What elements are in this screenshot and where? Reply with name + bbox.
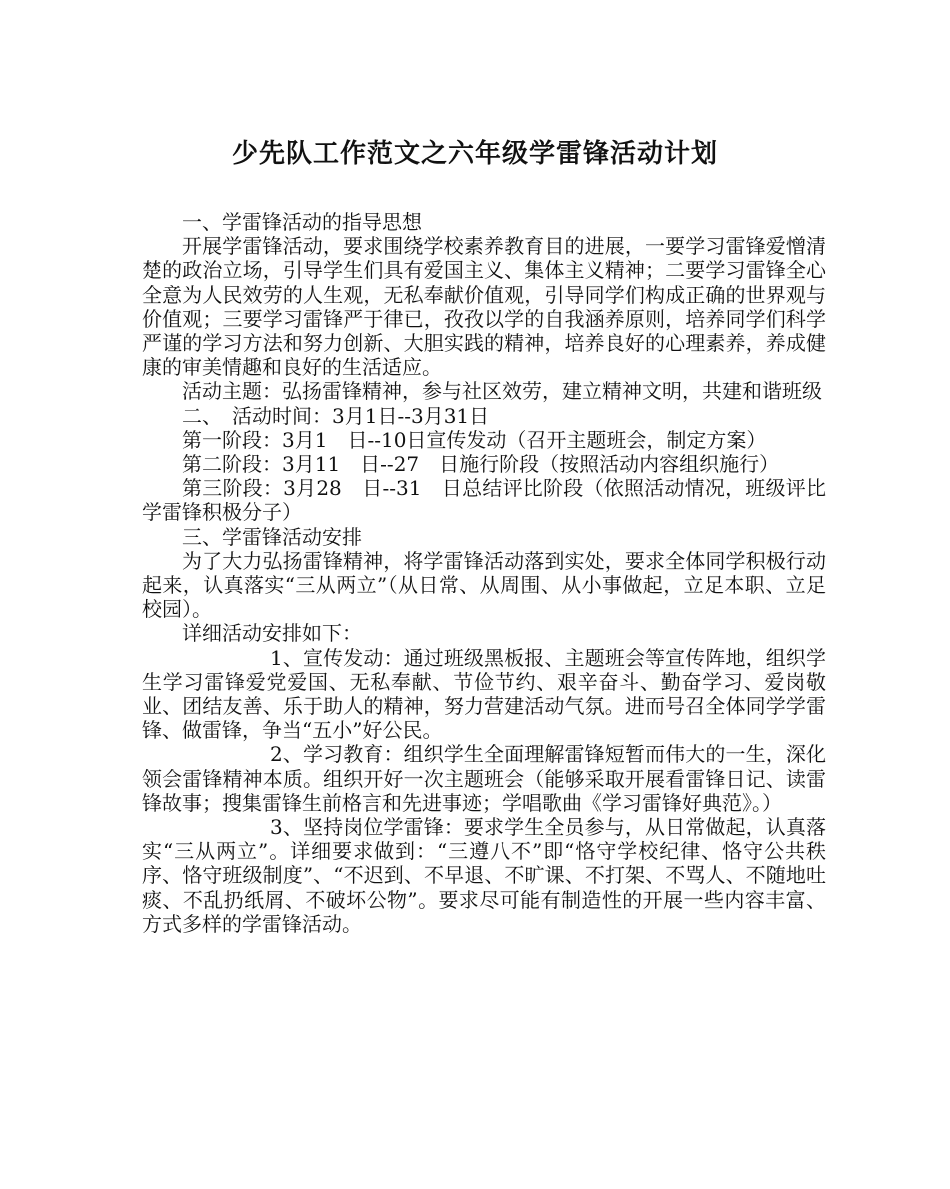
paragraph-item-study: 2、学习教育：组织学生全面理解雷锋短暂而伟大的一生，深化领会雷锋精神本质。组织开好一次主题班会（能够采取开展看雷锋日记、读雷锋故事；搜集雷锋生前格言和先进事迹；学唱歌曲《学习雷锋好典范》。） xyxy=(142,742,826,815)
paragraph-detail-intro: 详细活动安排如下： xyxy=(182,621,362,646)
paragraph-item-post: 3、坚持岗位学雷锋：要求学生全员参与，从日常做起，认真落实“三从两立”。详细要求做到：“三遵八不”即“恪守学校纪律、恪守公共秩序、恪守班级制度”、“不迟到、不早退、不旷课、不打架、不骂人、不随地吐痰、不乱扔纸屑、不破坏公物”。要求尽可能有制造性的开展一些内容丰富、方式多样的学雷锋活动。 xyxy=(142,815,826,936)
paragraph-stage-three: 第三阶段：3月28 日--31 日总结评比阶段（依照活动情况，班级评比学雷锋积极分子） xyxy=(142,476,826,525)
paragraph-guiding-thought: 开展学雷锋活动，要求围绕学校素养教育目的进展，一要学习雷锋爱憎清楚的政治立场，引导学生们具有爱国主义、集体主义精神；二要学习雷锋全心全意为人民效劳的人生观，无私奉献价值观，引导同学们构成正确的世界观与价值观；三要学习雷锋严于律已，孜孜以学的自我涵养原则，培养同学们科学严谨的学习方法和努力创新、大胆实践的精神，培养良好的心理素养，养成健康的审美情趣和良好的生活适应。 xyxy=(142,234,826,380)
paragraph-stage-two: 第二阶段：3月11 日--27 日施行阶段（按照活动内容组织施行） xyxy=(182,452,780,477)
paragraph-activity-theme: 活动主题：弘扬雷锋精神，参与社区效劳，建立精神文明，共建和谐班级 xyxy=(182,379,822,404)
paragraph-stage-one: 第一阶段：3月1 日--10日宣传发动（召开主题班会，制定方案） xyxy=(182,427,767,452)
section-heading-arrangement: 三、学雷锋活动安排 xyxy=(182,524,362,549)
document-title: 少先队工作范文之六年级学雷锋活动计划 xyxy=(231,139,718,169)
section-heading-activity-time: 二、 活动时间：3月1日--3月31日 xyxy=(182,403,490,428)
paragraph-arrangement-intro: 为了大力弘扬雷锋精神，将学雷锋活动落到实处，要求全体同学积极行动起来，认真落实“三从两立”（从日常、从周围、从小事做起，立足本职、立足校园）。 xyxy=(142,548,826,622)
section-heading-guiding-thought: 一、学雷锋活动的指导思想 xyxy=(182,210,422,234)
document-body xyxy=(142,210,826,936)
paragraph-item-publicity: 1、宣传发动：通过班级黑板报、主题班会等宣传阵地，组织学生学习雷锋爱党爱国、无私奉献、节俭节约、艰辛奋斗、勤奋学习、爱岗敬业、团结友善、乐于助人的精神，努力营建活动气氛。进而号召全体同学学雷锋、做雷锋，争当“五小”好公民。 xyxy=(142,645,826,743)
